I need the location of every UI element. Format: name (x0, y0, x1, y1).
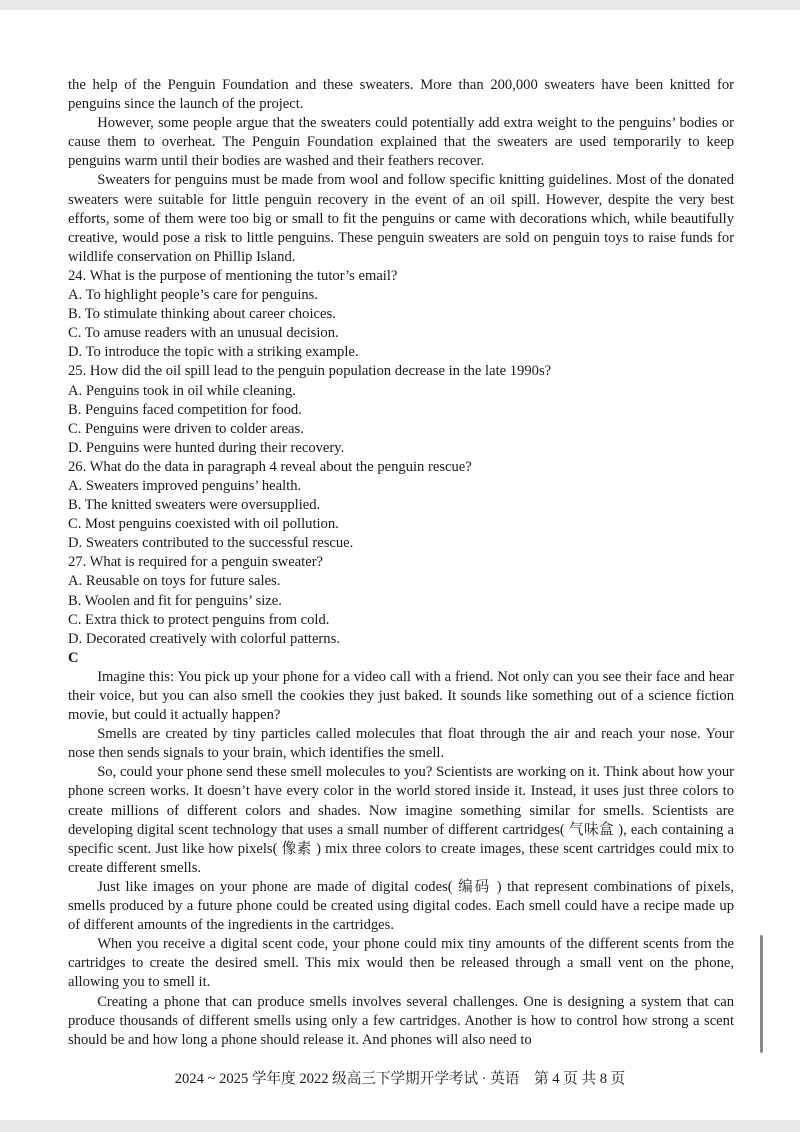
passage-c-paragraph: Imagine this: You pick up your phone for a video call with a friend. Not only can you see their face and hear their voice, but you can also smell the cookies they just baked. It sounds like something out of a science fiction movie, but could it actually happen? (68, 668, 734, 724)
answer-option: A. To highlight people’s care for penguins. (68, 287, 318, 304)
section-c-title: C (68, 649, 79, 666)
answer-option: B. To stimulate thinking about career choices. (68, 306, 336, 323)
passage-b-paragraph: the help of the Penguin Foundation and these sweaters. More than 200,000 sweaters have been knitted for penguins since the launch of the project. (68, 77, 734, 113)
bottom-border-band (0, 1120, 800, 1132)
question-stem: 24. What is the purpose of mentioning the tutor’s email? (68, 267, 398, 284)
answer-option: D. Sweaters contributed to the successful rescue. (68, 535, 354, 552)
passage-c-paragraph: Smells are created by tiny particles called molecules that float through the air and reach your nose. Your nose then sends signals to your brain, which identifies the smell. (68, 726, 734, 762)
document-page (68, 76, 734, 1050)
question-stem: 27. What is required for a penguin sweater? (68, 554, 324, 571)
answer-option: C. Penguins were driven to colder areas. (68, 420, 304, 437)
question-stem: 25. How did the oil spill lead to the penguin population decrease in the late 1990s? (68, 363, 552, 380)
answer-option: C. To amuse readers with an unusual decision. (68, 325, 339, 342)
page-footer: 2024 ~ 2025 学年度 2022 级高三下学期开学考试 · 英语 第 4 页 共 8 页 (174, 1071, 626, 1087)
answer-option: B. The knitted sweaters were oversupplied. (68, 497, 321, 514)
answer-option: C. Most penguins coexisted with oil pollution. (68, 516, 339, 533)
question-27 (68, 553, 734, 648)
answer-option: A. Sweaters improved penguins’ health. (68, 477, 302, 494)
answer-option: A. Reusable on toys for future sales. (68, 573, 281, 590)
question-26 (68, 458, 734, 553)
passage-c-paragraph: When you receive a digital scent code, your phone could mix tiny amounts of the different scents from the cartridges to create the desired smell. This mix would then be released through a small vent on the phone, allowing you to smell it. (68, 936, 734, 991)
passage-c-paragraph: So, could your phone send these smell molecules to you? Scientists are working on it. Think about how your phone screen works. It doesn’t have every color in the world stored inside it. Instead, it uses just three colors to create millions of different colors and shades. Now imagine something similar for smells. Scientists are developing digital scent technology that uses a small number of different cartridges( 气味盒 ), each containing a specific scent. Just like how pixels( 像素 ) mix three colors to create images, these scent cartridges could mix to create different smells. (68, 764, 734, 876)
answer-option: D. Decorated creatively with colorful patterns. (68, 630, 340, 647)
answer-option: D. Penguins were hunted during their recovery. (68, 439, 345, 456)
passage-c-paragraph: Creating a phone that can produce smells involves several challenges. One is designing a system that can produce thousands of different smells using only a few cartridges. Another is how to control how strong a scent should be and how long a phone should release it. And phones will also need to (68, 993, 734, 1048)
answer-option: C. Extra thick to protect penguins from cold. (68, 611, 330, 628)
answer-option: B. Penguins faced competition for food. (68, 401, 302, 418)
answer-option: D. To introduce the topic with a striking example. (68, 344, 359, 361)
question-stem: 26. What do the data in paragraph 4 reveal about the penguin rescue? (68, 458, 472, 475)
question-25 (68, 362, 734, 457)
answer-option: A. Penguins took in oil while cleaning. (68, 382, 296, 399)
passage-b-paragraph: However, some people argue that the sweaters could potentially add extra weight to the penguins’ bodies or cause them to overheat. The Penguin Foundation explained that the sweaters are used temporarily to keep penguins warm until their bodies are washed and their feathers recover. (68, 115, 734, 170)
scrollbar-thumb[interactable] (760, 935, 763, 1053)
passage-b-paragraph: Sweaters for penguins must be made from wool and follow specific knitting guidelines. Most of the donated sweaters were suitable for little penguin recovery in the event of an oil spill. However, despite the very best efforts, some of them were too big or small to fit the penguins or came with decorations which, while beautifully creative, would pose a risk to little penguins. These penguin sweaters are sold on penguin toys to raise funds for wildlife conservation on Phillip Island. (68, 172, 734, 265)
top-border-band (0, 0, 800, 10)
question-24 (68, 267, 734, 362)
answer-option: B. Woolen and fit for penguins’ size. (68, 592, 282, 609)
passage-c-paragraph: Just like images on your phone are made of digital codes( 编码 ) that represent combinations of pixels, smells produced by a future phone could be created using digital codes. Each smell could have a recipe made up of different amounts of the ingredients in the cartridges. (68, 878, 734, 934)
